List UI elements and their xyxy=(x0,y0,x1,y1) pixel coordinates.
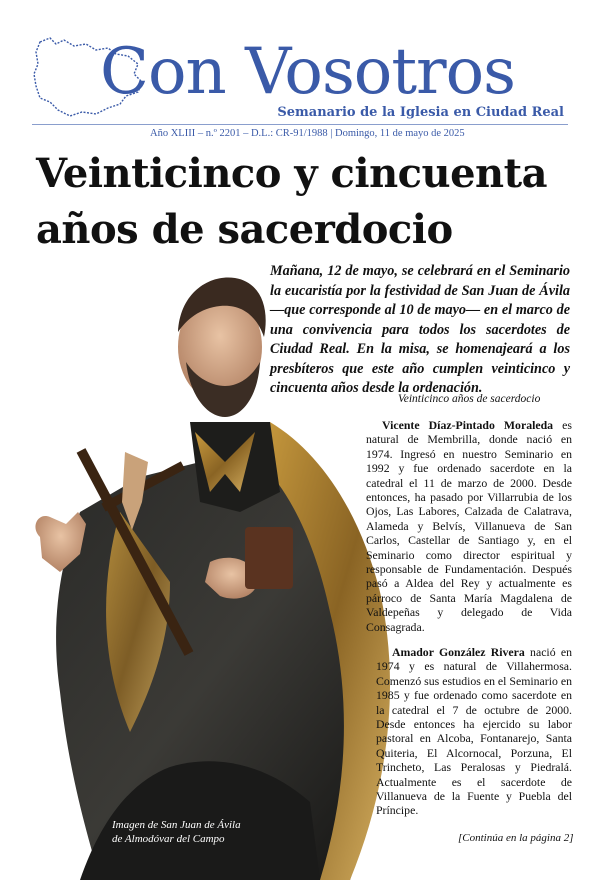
lead-paragraph: Mañana, 12 de mayo, se celebrará en el Seminario la eucaristía por la festividad de San Juan de Ávila —que corresponde al 10 de mayo— en el marco de una convivencia para todos los sacerdotes de Ciudad Real. En la misa, se homenajeará a los presbíteros que este año cumplen veinticinco y cincuenta años desde la ordenación. xyxy=(270,263,570,396)
masthead-title: Con Vosotros xyxy=(100,35,515,109)
article-paragraph-2 xyxy=(376,645,572,818)
photo-caption-line-1: Imagen de San Juan de Ávila xyxy=(112,819,241,831)
masthead-subtitle: Semanario de la Iglesia en Ciudad Real xyxy=(277,105,564,120)
issue-line: Año XLIII – n.º 2201 – D.L.: CR-91/1988 | Domingo, 11 de mayo de 2025 xyxy=(150,128,465,139)
continued-link[interactable]: [Continúa en la página 2] xyxy=(458,832,574,844)
paragraph-1-text: es natural de Membrilla, donde nació en 1974. Ingresó en nuestro Seminario en 1992 y fue ordenado sacerdote en la catedral el 11 de marzo de 2000. Desde entonces, ha pasado por Villarrubia de los Ojos, Las Labores, Calzada de Calatrava, Alameda y Belvís, Villanueva de San Carlos, Castellar de Santiago y, en el Seminario como director espiritual y responsable de Fundamentación. Después pasó a Aldea del Rey y actualmente es párroco de Santa María Magdalena de Valdepeñas y delegado de Vida Consagrada. xyxy=(366,418,572,634)
priest-name-1: Vicente Díaz-Pintado Moraleda xyxy=(382,418,554,432)
photo-caption xyxy=(112,818,241,846)
masthead-rule xyxy=(32,124,568,125)
priest-name-2: Amador González Rivera xyxy=(392,645,525,659)
photo-caption-line-2: de Almodóvar del Campo xyxy=(112,833,225,845)
article-paragraph-1 xyxy=(366,418,572,634)
masthead xyxy=(0,0,600,150)
headline: Veinticinco y cincuenta años de sacerdocio xyxy=(36,150,548,253)
section-title: Veinticinco años de sacerdocio xyxy=(398,393,541,405)
paragraph-2-text: nació en 1974 y es natural de Villahermosa. Comenzó sus estudios en el Seminario en 1985 y fue ordenado como sacerdote en la catedral el 7 de octubre de 2000. Desde entonces ha ejercido su labor pastoral en Alcoba, Fontanarejo, Santa Quiteria, El Alcornocal, Porzuna, El Trincheto, Las Peralosas y Piedralá. Actualmente es el sacerdote de Villanueva de la Fuente y Puebla del Príncipe. xyxy=(376,645,572,818)
